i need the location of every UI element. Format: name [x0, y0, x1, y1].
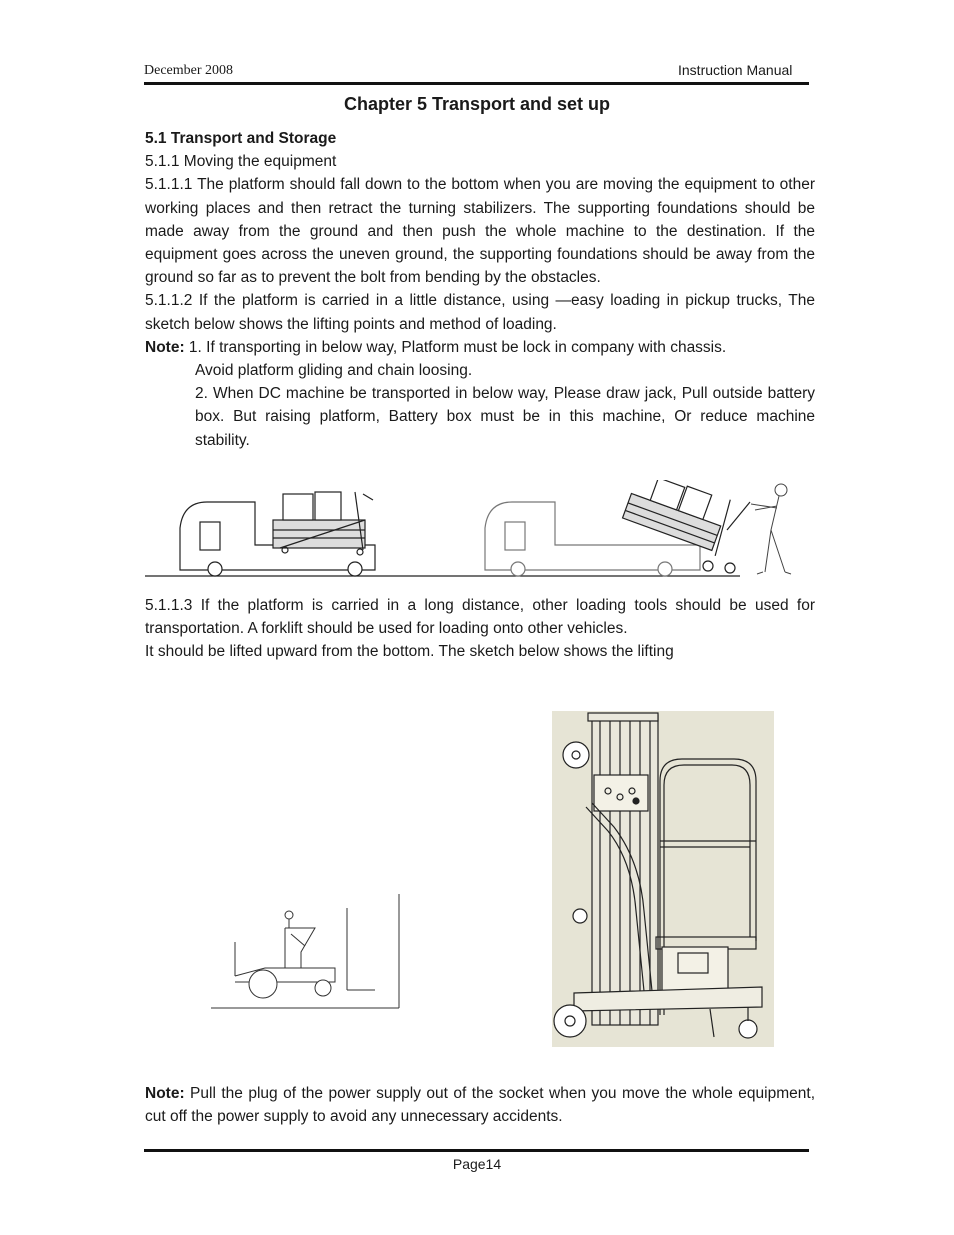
person-illustration [751, 484, 791, 574]
page-number: Page14 [452, 1156, 502, 1172]
paragraph-5-1-1-2: 5.1.1.2 If the platform is carried in a little distance, using —easy loading in pickup trucks, The sketch below shows the lifting points and method of loading. [145, 292, 815, 333]
control-panel [594, 775, 648, 811]
section-heading: 5.1 Transport and Storage [145, 130, 337, 147]
note-label: Note: [145, 338, 185, 356]
final-note-text: Pull the plug of the power supply out of the socket when you move the whole equipment, cut off the power supply to avoid any unnecessary accidents. [145, 1085, 815, 1126]
front-wheel [554, 1005, 586, 1037]
truck-1-illustration [180, 492, 375, 576]
final-note [145, 1082, 815, 1128]
note-1 [145, 336, 815, 359]
subsection-heading: 5.1.1 Moving the equipment [145, 153, 337, 171]
truck-loading-figure [145, 480, 815, 580]
rear-wheel [739, 1020, 757, 1038]
header-date: December 2008 [144, 63, 234, 78]
note-2: 2. When DC machine be transported in below way, Please draw jack, Pull outside battery box. But raising platform, Battery box must be in this machine, Or reduce machine stability. [195, 385, 815, 449]
header-doc-title: Instruction Manual [678, 62, 793, 78]
header-rule [144, 82, 809, 85]
note-1-text: 1. If transporting in below way, Platform must be lock in company with chassis. [184, 338, 727, 356]
note-1-continued: Avoid platform gliding and chain loosing. [195, 362, 473, 380]
footer-rule [144, 1149, 809, 1152]
forklift-figure [205, 890, 405, 1012]
mast [592, 715, 658, 1025]
paragraph-5-1-1-3: 5.1.1.3 If the platform is carried in a long distance, other loading tools should be used for transportation. A forklift should be used for loading onto other vehicles. [145, 597, 815, 638]
final-note-label: Note: [145, 1085, 185, 1102]
body-text-middle [145, 594, 815, 664]
lift-machine-figure [552, 711, 774, 1047]
truck-2-illustration [485, 480, 750, 576]
chapter-title: Chapter 5 Transport and set up [343, 94, 611, 114]
paragraph-lifting: It should be lifted upward from the bottom. The sketch below shows the lifting [145, 643, 674, 661]
body-text-top [145, 127, 815, 452]
paragraph-5-1-1-1: 5.1.1.1 The platform should fall down to the bottom when you are moving the equipment to other working places and then retract the turning stabilizers. The supporting foundations should be made away from the ground and then push the whole machine to the destination. If the equipment goes across the uneven ground, the supporting foundations should be away from the ground so far as to prevent the bolt from bending by the obstacles. [145, 176, 815, 287]
